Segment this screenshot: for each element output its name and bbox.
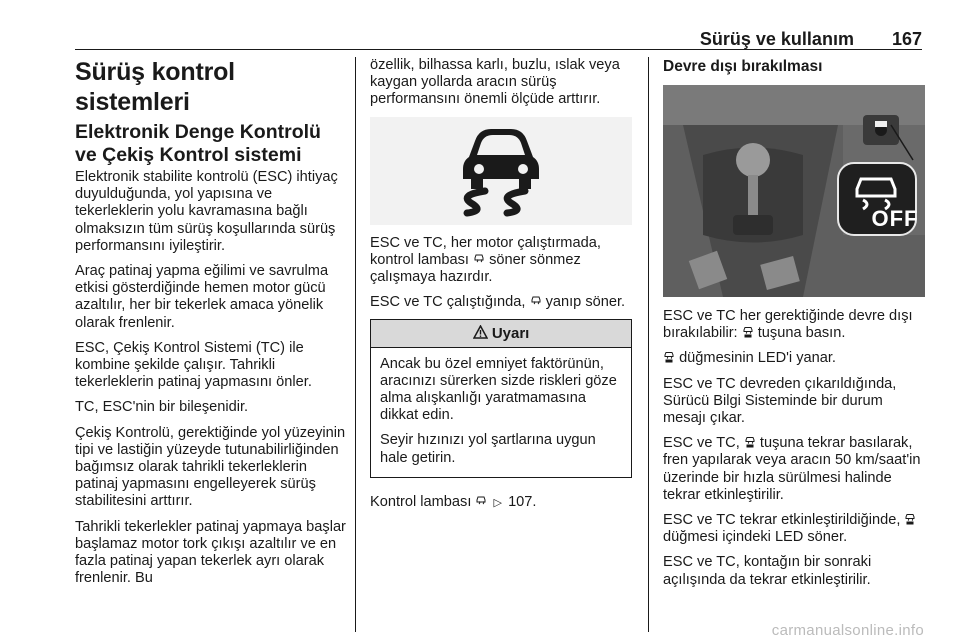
esc-off-button-icon — [742, 326, 754, 338]
warning-paragraph: Ancak bu özel emniyet faktörünün, aracınızı sürerken sizde riskleri göze alma alışkanlığı yaratmamasına dikkat edin. — [380, 355, 617, 424]
column-divider — [355, 57, 356, 632]
header-divider — [75, 49, 922, 50]
paragraph: ESC, Çekiş Kontrol Sistemi (TC) ile kombine şekilde çalışır. Tahrikli tekerleklerin patinaj yapmasını önler. — [75, 339, 312, 391]
esc-indicator-icon — [473, 253, 485, 265]
section-title: Sürüş ve kullanım — [699, 29, 854, 49]
page-reference-arrow-icon: ▷ — [493, 496, 502, 509]
esc-off-button-icon — [663, 351, 675, 363]
esc-indicator-icon — [475, 495, 487, 507]
paragraph: ESC ve TC her gerektiğinde devre dışı bırakılabilir: tuşuna basın. — [663, 308, 913, 342]
chapter-title: Sürüş kontrol sistemleri — [75, 58, 235, 116]
paragraph: ESC ve TC çalıştığında, yanıp söner. — [370, 294, 626, 311]
esc-off-button-photo — [663, 85, 925, 297]
paragraph: Araç patinaj yapma eğilimi ve savrulma etkisi gösterdiğinde hemen motor gücü azaltılır, her bir tekerlek amaca yönelik olarak frenlenir. — [75, 263, 329, 331]
section-heading: Elektronik Denge Kontrolü ve Çekiş Kontrol sistemi — [75, 121, 321, 166]
column-2 — [370, 57, 632, 520]
off-label: OFF — [871, 206, 919, 231]
esc-indicator-icon — [530, 295, 542, 307]
column-1 — [75, 57, 347, 595]
paragraph: Tahrikli tekerlekler patinaj yapmaya başlar başlamaz motor tork çıkışı azaltılır ve en fazla patinaj yapan tekerlek ayrı olarak frenlenir. Bu — [75, 518, 346, 587]
esc-off-button-icon — [744, 436, 756, 448]
page-number: 167 — [891, 29, 922, 49]
paragraph: TC, ESC'nin bir bileşenidir. — [75, 399, 249, 416]
warning-paragraph: Seyir hızınızı yol şartlarına uygun hale getirin. — [380, 432, 596, 466]
column-divider — [648, 57, 649, 632]
warning-box — [370, 319, 632, 477]
paragraph: Elektronik stabilite kontrolü (ESC) ihtiyaç duyulduğunda, yol yapısına ve tekerleklerin yolu kavramasına bağlı olmaksızın tüm sürüş koşullarında sürüş performansını iyileştirir. — [75, 169, 338, 254]
subsection-heading: Devre dışı bırakılması — [663, 58, 823, 75]
paragraph: ESC ve TC, her motor çalıştırmada, kontrol lambası söner sönmez çalışmaya hazırdır. — [370, 234, 601, 286]
warning-title: Uyarı — [371, 320, 631, 347]
paragraph: Çekiş Kontrolü, gerektiğinde yol yüzeyinin tipi ve lastiğin yüzeyde tutunabilirliğinden bağımsız olarak tahrikli tekerleklerin patinaj yapmasını engelleyerek sürüş stabilitesini arttırır. — [75, 424, 346, 510]
warning-triangle-icon — [473, 325, 488, 339]
paragraph: ESC ve TC, tuşuna tekrar basılarak, fren yapılarak veya aracın 50 km/saat'in üzerinde bir hızla sürülmesi halinde tekrar etkinleştirilir. — [663, 435, 921, 503]
paragraph: özellik, bilhassa karlı, buzlu, ıslak veya kaygan yollarda aracın sürüş performansını önemli ölçüde arttırır. — [370, 57, 620, 108]
esc-warning-light-figure — [370, 117, 632, 225]
paragraph: ESC ve TC, kontağın bir sonraki açılışında da tekrar etkinleştirilir. — [663, 554, 872, 588]
paragraph: düğmesinin LED'i yanar. — [663, 350, 925, 367]
cross-reference: Kontrol lambası ▷ 107. — [370, 494, 632, 512]
esc-car-skid-icon — [441, 123, 561, 219]
column-3 — [663, 57, 925, 597]
paragraph: ESC ve TC devreden çıkarıldığında, Sürücü Bilgi Sisteminde bir durum mesajı çıkar. — [663, 375, 897, 427]
watermark: carmanualsonline.info — [771, 622, 924, 639]
page-header — [75, 28, 922, 50]
paragraph: ESC ve TC tekrar etkinleştirildiğinde, düğmesi içindeki LED söner. — [663, 512, 925, 546]
esc-off-button-icon — [904, 513, 916, 525]
center-console-figure — [663, 85, 925, 297]
